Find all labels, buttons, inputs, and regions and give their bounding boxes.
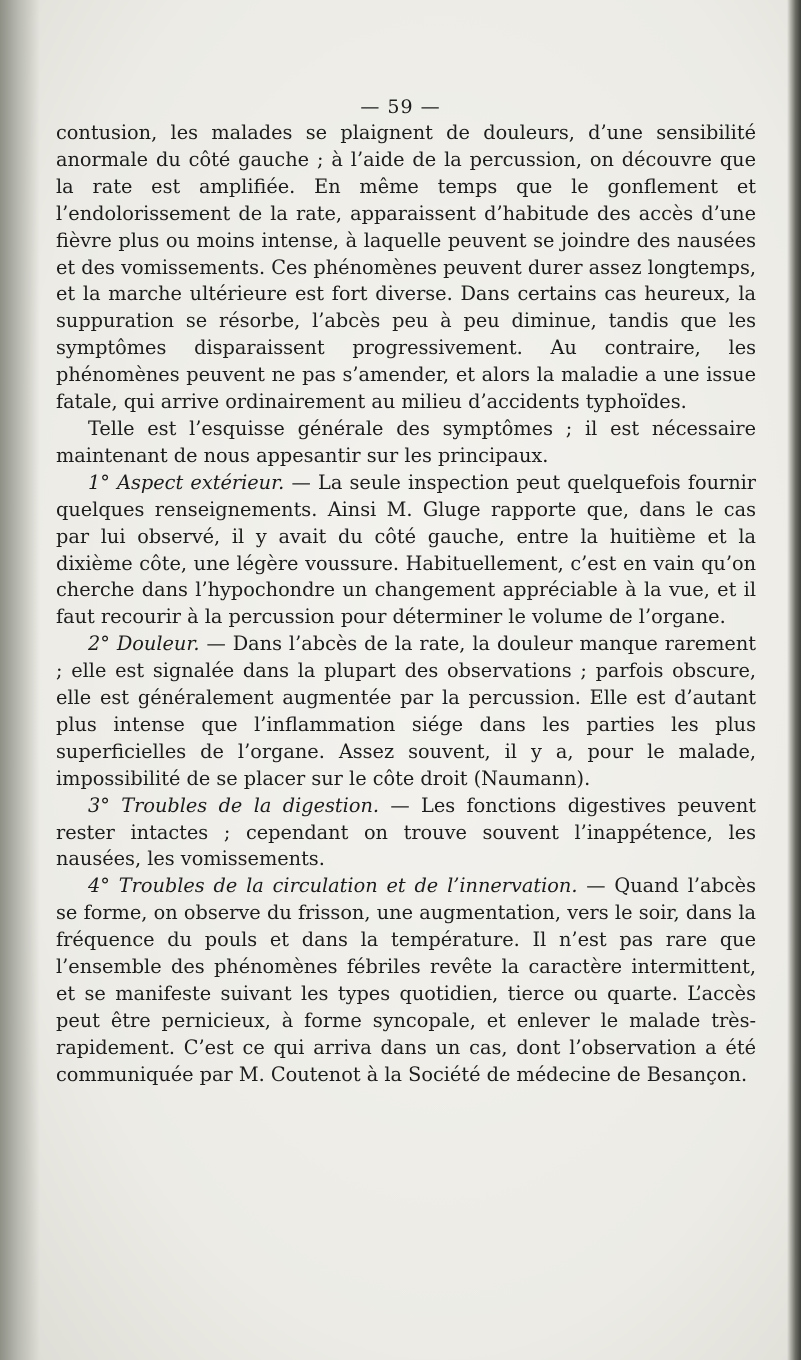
page-number: — 59 — bbox=[360, 96, 441, 118]
paragraph-douleur bbox=[56, 631, 756, 792]
paragraph-text: — Les fonctions digestives peuvent rester intactes ; cependant on trouve souvent l’inappétence, les nausées, les vomissements. bbox=[56, 793, 756, 871]
paragraph-text: — Dans l’abcès de la rate, la douleur manque rarement ; elle est signalée dans la plupart des observations ; parfois obscure, elle est généralement augmentée par la percussion. Elle est d’autant plus intense que l’inflammation siége dans les parties les plus superficielles de l’organe. Assez souvent, il y a, pour le malade, impossibilité de se placer sur le côte droit (Naumann). bbox=[56, 632, 756, 790]
paragraph-aspect-exterieur bbox=[56, 470, 756, 631]
paragraph-esquisse bbox=[56, 416, 756, 470]
section-heading: 3° Troubles de la digestion. bbox=[88, 793, 379, 817]
paragraph-text: — Quand l’abcès se forme, on observe du frisson, une augmentation, vers le soir, dans la fréquence du pouls et dans la température. Il n’est pas rare que l’ensemble des phénomènes fébriles revête la caractère intermittent, et se manifeste suivant les types quotidien, tierce ou quarte. L’accès peut être pernicieux, à forme syncopale, et enlever le malade très-rapidement. C’est ce qui arriva dans un cas, dont l’observation a été communiquée par M. Coutenot à la Société de médecine de Besançon. bbox=[56, 874, 756, 1086]
section-heading: 2° Douleur. bbox=[88, 632, 200, 656]
paragraph-text: — La seule inspection peut quelquefois fournir quelques renseignements. Ainsi M. Gluge rapporte que, dans le cas par lui observé, il y avait du côté gauche, entre la huitième et la dixième côte, une légère voussure. Habituellement, c’est en vain qu’on cherche dans l’hypochondre un changement appréciable à la vue, et il faut recourir à la percussion pour déterminer le volume de l’organe. bbox=[56, 470, 757, 629]
section-heading: 1° Aspect extérieur. bbox=[88, 470, 285, 494]
paragraph-text: contusion, les malades se plaignent de douleurs, d’une sensibilité anormale du côté gauche ; à l’aide de la percussion, on découvre que la rate est amplifiée. En même temps que le gonflement et l’endolorissement de la rate, apparaissent d’habitude des accès d’une fièvre plus ou moins intense, à laquelle peuvent se joindre des nausées et des vomissements. Ces phénomènes peuvent durer assez longtemps, et la marche ultérieure est fort diverse. Dans certains cas heureux, la suppuration se résorbe, l’abcès peu à peu diminue, tandis que les symptômes disparaissent progressivement. Au contraire, les phénomènes peuvent ne pas s’amender, et alors la maladie a une issue fatale, qui arrive ordinairement au milieu d’accidents typhoïdes. bbox=[56, 121, 756, 414]
paragraph-troubles-circulation bbox=[56, 873, 756, 1088]
paragraph-text: Telle est l’esquisse générale des symptômes ; il est nécessaire maintenant de nous appesantir sur les principaux. bbox=[56, 416, 756, 467]
page-left-edge-shadow bbox=[0, 0, 40, 1360]
body-text bbox=[56, 120, 756, 1089]
paragraph-contusion bbox=[56, 120, 756, 416]
page-right-edge-shadow bbox=[787, 0, 801, 1360]
paragraph-troubles-digestion bbox=[56, 793, 756, 874]
section-heading: 4° Troubles de la circulation et de l’innervation. bbox=[88, 874, 578, 898]
